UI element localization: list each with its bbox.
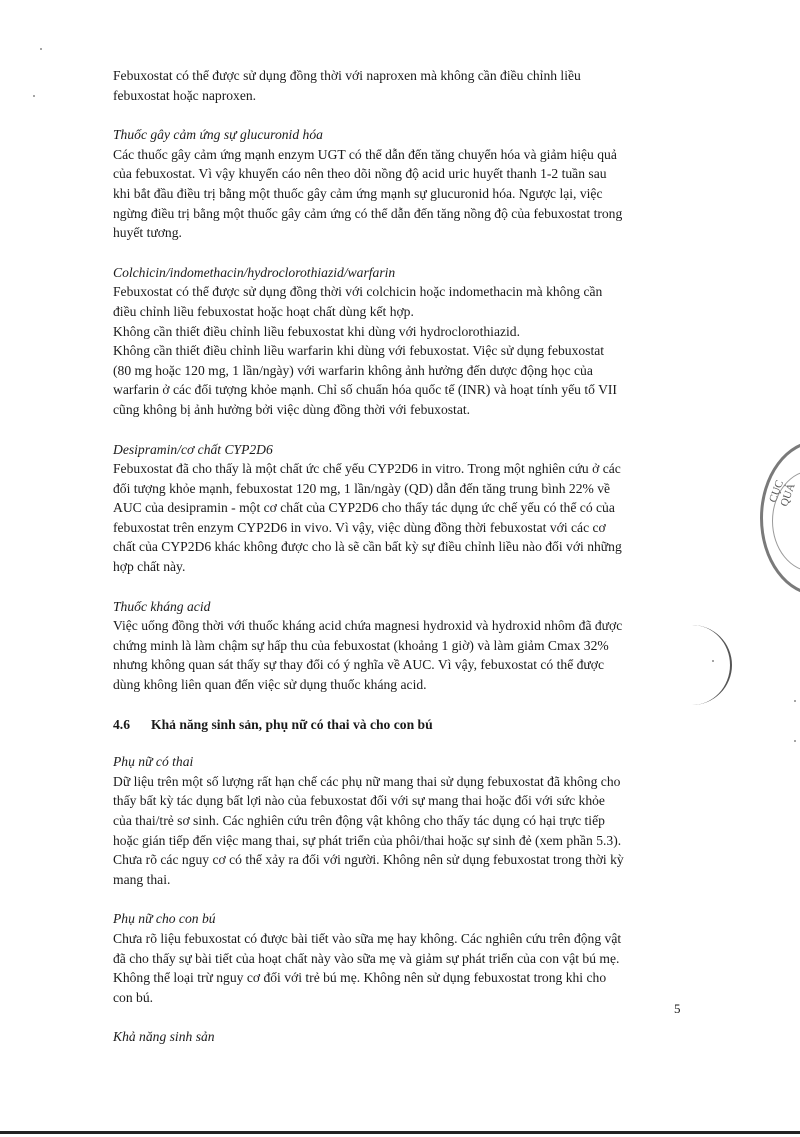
subsection-fertility [113,1027,691,1047]
subsection-antacids [113,597,691,695]
text-line: hoặc gián tiếp đến việc mang thai, sự phát triển của phôi/thai hoặc sự sinh đẻ (xem phần 5.3). [113,832,622,848]
scan-speck [794,700,796,702]
text-line: con bú. [113,989,154,1005]
section-title: Khả năng sinh sản, phụ nữ có thai và cho con bú [151,716,433,732]
text-line: của thai/trẻ sơ sinh. Các nghiên cứu trên động vật không cho thấy tác dụng có hại trực tiếp [113,813,605,828]
text-line: warfarin ở các đối tượng khỏe mạnh. Chỉ số chuẩn hóa quốc tế (INR) và hoạt tính yếu tố VII [113,382,617,398]
text-line: nhưng không quan sát thấy sự thay đổi có ý nghĩa về AUC. Vì vậy, febuxostat có thể được [113,657,605,673]
text-line: Không cần thiết điều chỉnh liều febuxostat khi dùng với hydroclorothiazid. [113,323,520,339]
text-line: chứng minh là làm chậm sự hấp thu của febuxostat (khoảng 1 giờ) và làm giảm Cmax 32% [113,637,609,653]
scan-speck [40,48,42,50]
text-line: chất của CYP2D6 khác không được cho là sẽ cần bất kỳ sự điều chỉnh liều nào đối với những [113,539,622,555]
text-line: febuxostat hoặc naproxen. [113,87,257,103]
text-line: (80 mg hoặc 120 mg, 1 lần/ngày) với warfarin không ảnh hưởng đến dược động học của [113,362,593,378]
text-line: cũng không bị ảnh hưởng bởi việc dùng đồng thời với febuxostat. [113,401,471,417]
text-line: Febuxostat có thể được sử dụng đồng thời với naproxen mà không cần điều chỉnh liều [113,68,581,83]
text-line: đã cho thấy sự bài tiết của hoạt chất này vào sữa mẹ và giảm sự phát triển của con vật bú mẹ. [113,950,620,966]
section-heading-4-6 [113,715,691,735]
text-line: Chưa rõ liệu febuxostat có được bài tiết vào sữa mẹ hay không. Các nghiên cứu trên động vật [113,930,622,946]
text-line: Các thuốc gây cảm ứng mạnh enzym UGT có thể dẫn đến tăng chuyển hóa và giảm hiệu quả [113,146,617,162]
text-line: Việc uống đồng thời với thuốc kháng acid chứa magnesi hydroxid và hydroxid nhôm đã được [113,618,623,634]
text-line: Febuxostat có thể được sử dụng đồng thời với colchicin hoặc indomethacin mà không cần [113,284,603,300]
subsection-breastfeeding [113,909,691,1007]
subsection-pregnancy [113,752,691,889]
scan-bottom-edge [0,1131,800,1134]
text-line: của febuxostat. Vì vậy khuyến cáo nên theo dõi nồng độ acid uric huyết thanh 1-2 tuần sau [113,166,607,182]
text-line: mang thai. [113,871,171,887]
text-line: Không thể loại trừ nguy cơ đối với trẻ bú mẹ. Không nên sử dụng febuxostat trong khi cho [113,970,607,986]
text-line: Febuxostat đã cho thấy là một chất ức chế yếu CYP2D6 in vitro. Trong một nghiên cứu ở các [113,461,621,477]
subsection-colchicin-warfarin [113,263,691,420]
text-line: Không cần thiết điều chỉnh liều warfarin khi dùng với febuxostat. Việc sử dụng febuxostat [113,343,605,359]
text-line: thấy bất kỳ tác dụng bất lợi nào của febuxostat đối với sự mang thai hoặc đối với sức khỏe [113,793,605,809]
text-line: Chưa rõ các nguy cơ có thể xảy ra đối với người. Không nên sử dụng febuxostat trong thời kỳ [113,852,624,868]
text-line: febuxostat trên enzym CYP2D6 in vivo. Vì vậy, việc dùng đồng thời febuxostat với các cơ [113,519,606,535]
subsection-title: Thuốc gây cảm ứng sự glucuronid hóa [113,127,323,143]
margin-bracket-mark [690,625,732,705]
paragraph-naproxen [113,66,691,105]
subsection-desipramin-cyp2d6 [113,440,691,577]
page-content [113,66,691,1067]
subsection-title: Phụ nữ cho con bú [113,911,216,927]
page-number: 5 [674,1001,681,1016]
subsection-title: Khả năng sinh sản [113,1029,215,1045]
text-line: dùng không liên quan đến việc sử dụng thuốc kháng acid. [113,677,427,693]
scan-speck [794,740,796,742]
text-line: điều chỉnh liều febuxostat hoặc hoạt chất dùng kết hợp. [113,303,414,319]
scan-speck [33,95,35,97]
text-line: ngừng điều trị bằng một thuốc gây cảm ứng có thể dẫn đến tăng nồng độ của febuxostat trong [113,205,623,221]
text-line: huyết tương. [113,225,182,241]
scan-speck [712,660,714,662]
text-line: khi bắt đầu điều trị bằng một thuốc gây cảm ứng mạnh sự glucuronid hóa. Ngược lại, việc [113,185,603,201]
text-line: Dữ liệu trên một số lượng rất hạn chế các phụ nữ mang thai sử dụng febuxostat đã không cho [113,773,621,789]
subsection-title: Phụ nữ có thai [113,754,194,770]
text-line: đối tượng khỏe mạnh, febuxostat 120 mg, 1 lần/ngày (QD) dẫn đến tăng trung bình 22% về [113,480,611,496]
subsection-title: Colchicin/indomethacin/hydroclorothiazid/warfarin [113,264,396,280]
section-number: 4.6 [113,716,130,732]
subsection-glucuronidation-inducers [113,125,691,243]
subsection-title: Thuốc kháng acid [113,598,211,614]
subsection-title: Desipramin/cơ chất CYP2D6 [113,441,273,457]
text-line: AUC của desipramin - một cơ chất của CYP2D6 cho thấy tác dụng ức chế yếu có thể có của [113,500,615,516]
text-line: hợp chất này. [113,559,186,575]
official-stamp-text: CỤC QUẢ [767,478,798,509]
